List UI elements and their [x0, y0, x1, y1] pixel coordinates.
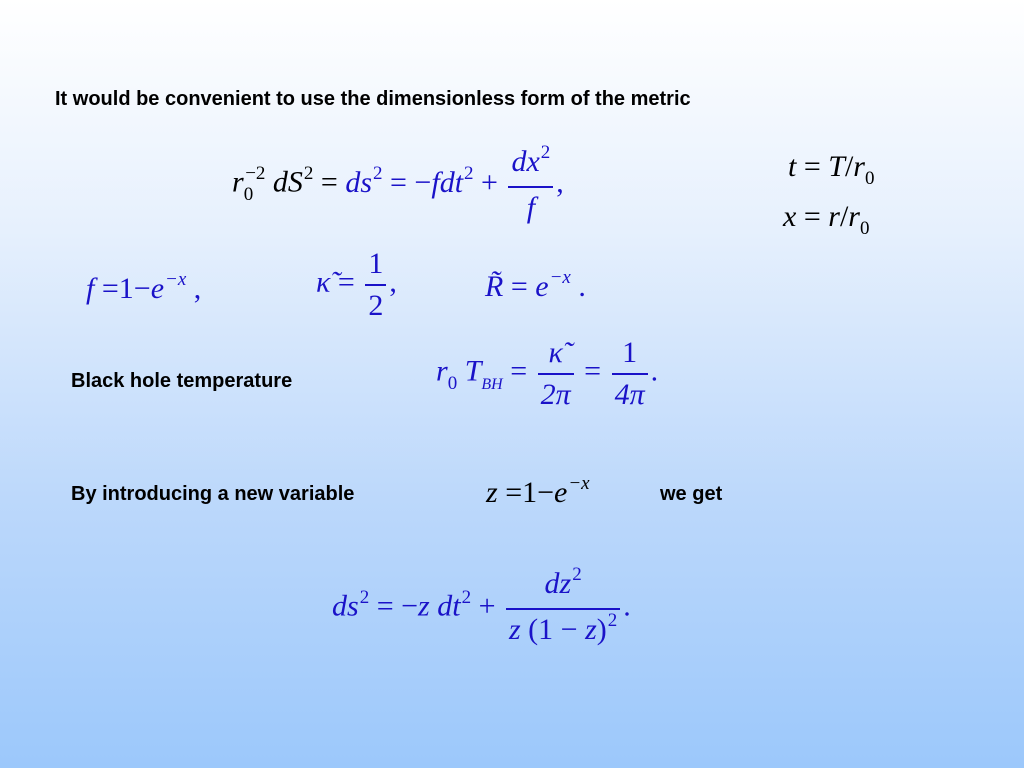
- kappa-over-2pi-fraction: [538, 333, 574, 415]
- one: 1: [522, 476, 538, 509]
- exponent: −x: [165, 269, 187, 290]
- z-symbol: z: [486, 476, 498, 509]
- new-variable-label: By introducing a new variable: [71, 483, 355, 505]
- e-symbol: e: [554, 476, 568, 509]
- equals-sign: =: [505, 476, 523, 509]
- black-hole-label: Black hole temperature: [71, 370, 293, 392]
- dt-symbol: dt: [437, 589, 461, 623]
- kappa-numerator: κ̃: [548, 336, 563, 369]
- R-symbol: R̃: [485, 270, 504, 303]
- ds-symbol: ds: [332, 589, 359, 623]
- equals-sign: =: [803, 200, 821, 233]
- fdt-symbol: fdt: [431, 165, 464, 199]
- equals-sign-2: =: [584, 354, 602, 388]
- kappa-symbol: κ̃: [316, 265, 331, 299]
- r0-symbol: r: [848, 200, 860, 233]
- dz-superscript: 2: [572, 564, 582, 585]
- equals-minus: = −: [390, 165, 432, 199]
- equals-sign: =: [803, 150, 821, 183]
- r-superscript: −2: [245, 162, 266, 184]
- z-denominator: z: [508, 612, 521, 646]
- T-symbol: T: [464, 354, 482, 388]
- t-symbol: t: [788, 150, 797, 183]
- dt-superscript: 2: [461, 586, 472, 608]
- denominator: 2: [368, 288, 384, 322]
- ds-superscript: 2: [359, 586, 370, 608]
- comma: ,: [389, 265, 397, 299]
- r-symbol: r: [436, 354, 448, 388]
- ds-symbol: ds: [345, 165, 373, 199]
- one-numerator: 1: [622, 336, 638, 369]
- intro-text: It would be convenient to use the dimensionless form of the metric: [55, 88, 691, 110]
- f-equation: [86, 269, 202, 306]
- paren-open: (1 −: [528, 612, 586, 646]
- final-metric-equation: [332, 564, 631, 654]
- fdt-superscript: 2: [464, 162, 474, 184]
- equals-sign: =: [510, 270, 528, 303]
- x-symbol: x: [783, 200, 797, 233]
- numerator: 1: [368, 247, 384, 280]
- equals-sign: =: [337, 265, 355, 299]
- dx-superscript: 2: [540, 142, 551, 163]
- dx-over-f-fraction: [508, 142, 553, 228]
- f-denominator: f: [526, 190, 536, 224]
- t-definition: [788, 150, 875, 189]
- r-subscript: 0: [243, 183, 254, 205]
- dx-numerator: dx: [511, 145, 540, 178]
- period: .: [578, 270, 586, 303]
- temperature-equation: [436, 333, 658, 415]
- equals-sign: =: [101, 272, 119, 305]
- r-subscript: 0: [859, 218, 870, 239]
- comma: ,: [556, 165, 564, 199]
- z-definition: [486, 473, 590, 510]
- paren-close: ): [596, 612, 607, 646]
- metric-equation: [232, 142, 564, 228]
- exponent: −x: [549, 267, 571, 288]
- 2pi-denominator: 2π: [540, 377, 571, 411]
- minus-sign: −: [537, 476, 555, 509]
- R-equation: [485, 267, 586, 304]
- one-half-fraction: [365, 244, 386, 326]
- comma: ,: [193, 272, 202, 305]
- plus-sign: +: [478, 589, 496, 623]
- 4pi-denominator: 4π: [614, 377, 645, 411]
- dS-superscript: 2: [303, 162, 314, 184]
- dS-symbol: dS: [272, 165, 303, 199]
- period: .: [623, 589, 631, 623]
- plus-sign: +: [481, 165, 498, 199]
- r-symbol: r: [853, 150, 865, 183]
- ds-superscript: 2: [373, 162, 383, 184]
- one: 1: [118, 272, 134, 305]
- we-get-label: we get: [660, 483, 723, 505]
- period: .: [650, 354, 659, 388]
- slash: /: [839, 200, 849, 233]
- one-over-4pi-fraction: [612, 333, 648, 415]
- equals-minus: = −: [376, 589, 419, 623]
- T-symbol: T: [828, 150, 845, 183]
- slash: /: [844, 150, 854, 183]
- r-subscript: 0: [864, 168, 875, 189]
- f-symbol: f: [86, 272, 95, 305]
- e-symbol: e: [150, 272, 165, 305]
- r-symbol: r: [828, 200, 840, 233]
- equals-sign: =: [510, 354, 528, 388]
- T-subscript: BH: [481, 375, 503, 393]
- kappa-equation: [316, 244, 397, 326]
- dz-fraction: [506, 564, 620, 654]
- x-definition: [783, 200, 870, 239]
- r-subscript: 0: [447, 372, 458, 394]
- equals-sign: =: [320, 165, 338, 199]
- z-symbol: z: [418, 589, 430, 623]
- e-symbol: e: [535, 270, 549, 303]
- minus-sign: −: [133, 272, 151, 305]
- dz-numerator: dz: [544, 567, 572, 600]
- z-denominator-2: z: [585, 612, 597, 646]
- exponent: −x: [568, 473, 590, 494]
- denominator-superscript: 2: [607, 609, 618, 631]
- r-symbol: r: [232, 165, 244, 199]
